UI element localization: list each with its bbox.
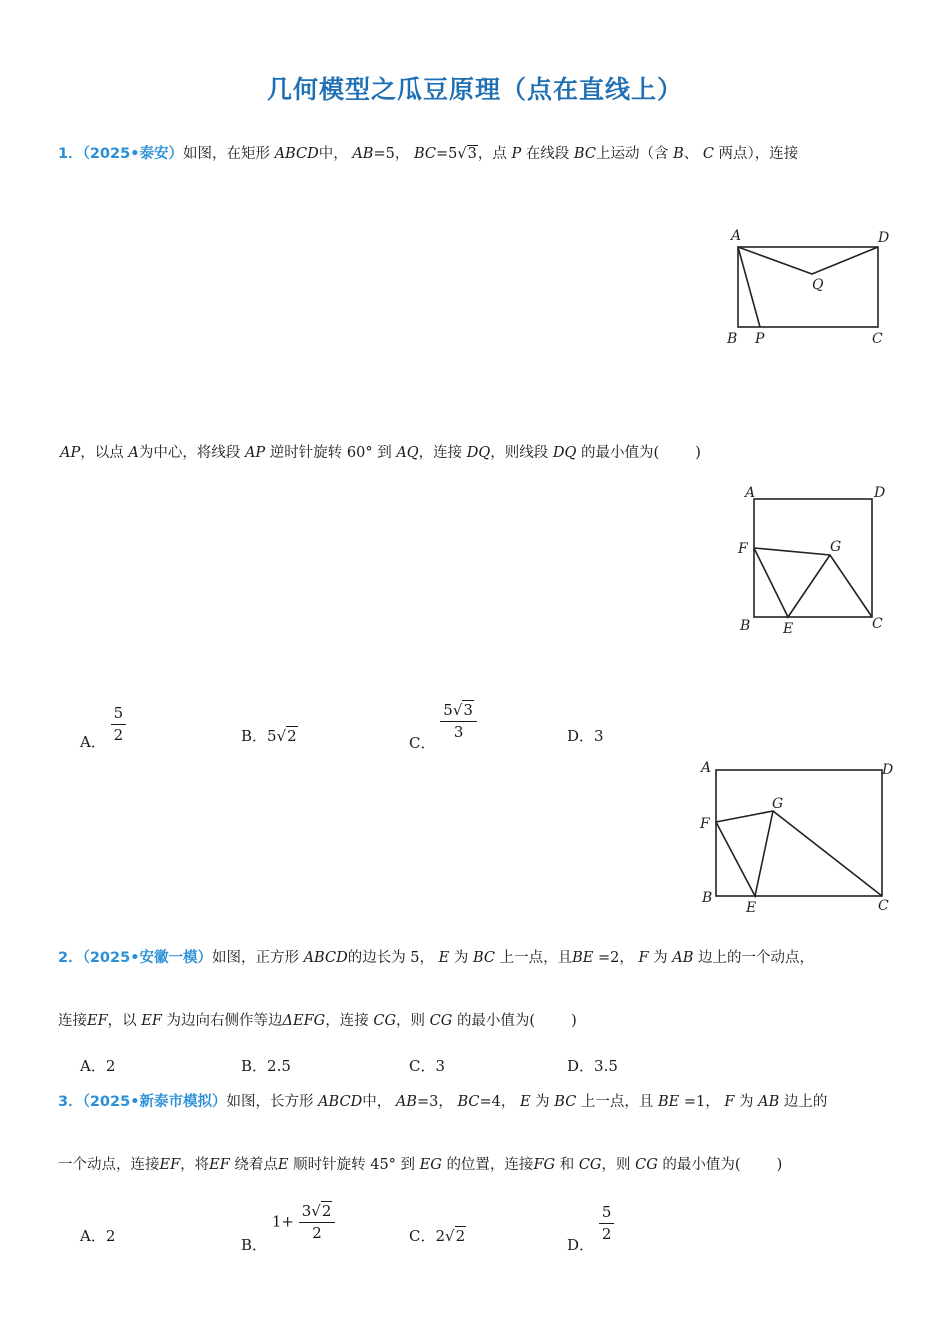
text: 上一点，且 (580, 1094, 654, 1110)
text: 上运动（含 (595, 146, 669, 162)
label-a: A (731, 228, 742, 244)
question-source: （2025•安徽一模） (82, 950, 212, 966)
math: ΔEFG (282, 1013, 326, 1029)
math: EG (419, 1157, 442, 1173)
q3-option-d[interactable] (567, 1203, 614, 1254)
text: 边上的 (783, 1094, 828, 1110)
label-e: E (746, 900, 757, 916)
text: 为边向右侧作等边 (166, 1013, 283, 1029)
text: 和 (559, 1157, 575, 1173)
fraction: $\frac{5}{2}$ (599, 1204, 615, 1243)
option-label: B． (241, 1235, 268, 1254)
math: AB (395, 1094, 417, 1110)
math: P (511, 146, 522, 162)
label-d: D (878, 230, 890, 246)
sqrt: √3 (457, 146, 477, 162)
q3-option-c[interactable] (409, 1226, 466, 1246)
text: 一个动点，连接 (58, 1157, 160, 1173)
text: ，以 (107, 1013, 137, 1029)
sqrt: √2 (276, 727, 297, 745)
math: BC (457, 1094, 480, 1110)
text: 的最小值为( (456, 1013, 536, 1029)
math: ABCD (274, 146, 319, 162)
text: 为 (453, 950, 469, 966)
math: BC (472, 950, 495, 966)
q2-option-c[interactable]: C．3 (409, 1057, 446, 1075)
label-f: F (738, 541, 748, 557)
math: CG (373, 1013, 397, 1029)
label-a: A (745, 485, 756, 501)
math: CG (578, 1157, 602, 1173)
question-source: （2025•泰安） (82, 146, 183, 162)
text: =3， (416, 1094, 453, 1110)
question-number: 1． (58, 146, 83, 162)
text: ，连接 (325, 1013, 369, 1029)
text: ，连接 (418, 445, 463, 461)
text: 的位置，连接 (446, 1157, 534, 1173)
label-b: B (727, 331, 738, 347)
math: B (673, 146, 684, 162)
text: ，则 (601, 1157, 631, 1173)
math: E (438, 950, 450, 966)
text: 到 (400, 1157, 416, 1173)
figure-1 (722, 222, 902, 352)
math: F (724, 1094, 735, 1110)
text: 两点），连接 (718, 146, 799, 162)
math: BE (572, 950, 594, 966)
math: CG (635, 1157, 658, 1173)
fraction: $\frac{3√2}{2}$ (299, 1203, 336, 1242)
math: BC (573, 146, 596, 162)
text: ，将 (180, 1157, 210, 1173)
math: 1+ (271, 1212, 294, 1231)
math: DQ (552, 445, 577, 461)
text: ) (571, 1013, 577, 1029)
question-1-line-1 (58, 144, 798, 164)
text: ) (776, 1157, 783, 1173)
math: ABCD (318, 1094, 363, 1110)
q3-option-b[interactable] (241, 1202, 335, 1254)
label-b: B (702, 890, 713, 906)
question-number: 2． (58, 950, 83, 966)
label-e: E (783, 621, 794, 637)
math: 3 (594, 727, 604, 745)
figure-3 (696, 758, 896, 918)
text: 、 (683, 146, 699, 162)
q1-option-a[interactable] (80, 704, 126, 751)
math: 60° (346, 445, 373, 461)
q1-option-c[interactable] (409, 701, 477, 752)
text: =5 (435, 146, 458, 162)
text: 如图，在矩形 (182, 146, 270, 162)
text: 中， (318, 146, 348, 162)
math: BC (413, 146, 436, 162)
math: 2 (435, 1227, 446, 1245)
math: CG (429, 1013, 453, 1029)
label-g: G (830, 539, 842, 555)
math: ABCD (303, 950, 348, 966)
sqrt: √2 (445, 1227, 466, 1245)
text: =4， (479, 1094, 516, 1110)
math: DQ (466, 445, 491, 461)
label-p: P (755, 331, 765, 347)
question-source: （2025•新泰市模拟） (82, 1094, 227, 1110)
text: 如图，正方形 (211, 950, 299, 966)
text: 为中心，将线段 (138, 445, 241, 461)
option-label: C． (409, 1227, 436, 1245)
label-d: D (874, 485, 886, 501)
text: 为 (739, 1094, 754, 1110)
q1-option-b[interactable] (241, 726, 298, 746)
text: =1， (683, 1094, 720, 1110)
math: AB (758, 1094, 780, 1110)
text: ，则线段 (490, 445, 549, 461)
text: 为 (535, 1094, 550, 1110)
text: ，则 (396, 1013, 426, 1029)
text: ，以点 (80, 445, 124, 461)
q2-option-a[interactable]: A．2 (80, 1057, 116, 1075)
math: E (277, 1157, 289, 1173)
math: FG (533, 1157, 556, 1173)
math: AB (672, 950, 694, 966)
math: EF (159, 1157, 181, 1173)
q1-option-d[interactable] (567, 726, 604, 746)
math: F (638, 950, 649, 966)
text: =5， (373, 146, 410, 162)
math: C (702, 146, 714, 162)
text: 中， (362, 1094, 392, 1110)
label-c: C (872, 331, 883, 347)
text: 在线段 (525, 146, 570, 162)
text: 到 (377, 445, 392, 461)
option-label: D． (567, 727, 595, 745)
text: 边上的一个动点， (697, 950, 814, 966)
label-g: G (772, 796, 784, 812)
question-1-line-2 (60, 443, 701, 463)
math: EF (141, 1013, 162, 1029)
label-f: F (700, 816, 710, 832)
math: E (519, 1094, 531, 1110)
question-3-line-1 (58, 1092, 827, 1112)
label-b: B (740, 618, 751, 634)
text: 顺时针旋转 (293, 1157, 366, 1173)
text: ) (695, 445, 701, 461)
math: 45° (370, 1157, 396, 1173)
question-2-line-2 (58, 1011, 577, 1031)
text: 如图，长方形 (226, 1094, 314, 1110)
question-2-line-1 (58, 948, 814, 968)
text: 的最小值为( (581, 445, 660, 461)
label-d: D (882, 762, 894, 778)
text: 逆时针旋转 (269, 445, 343, 461)
text: =2， (597, 950, 634, 966)
text: 连接 (58, 1013, 87, 1029)
option-label: A． (80, 732, 106, 751)
label-q: Q (812, 277, 824, 293)
math: EF (209, 1157, 230, 1173)
text: 上一点，且 (499, 950, 573, 966)
option-label: C． (409, 733, 436, 752)
text: 的最小值为( (662, 1157, 741, 1173)
math: AB (352, 146, 374, 162)
math: AP (60, 445, 81, 461)
math: AP (244, 445, 266, 461)
q3-option-a[interactable]: A．2 (80, 1227, 116, 1245)
label-a: A (701, 760, 712, 776)
math: A (128, 445, 139, 461)
text: 绕着点 (234, 1157, 278, 1173)
text: ，点 (477, 146, 507, 162)
math: BE (658, 1094, 680, 1110)
math: EF (87, 1013, 108, 1029)
text: 为 (653, 950, 668, 966)
page-title: 几何模型之瓜豆原理（点在直线上） (266, 75, 683, 104)
question-3-line-2 (58, 1155, 782, 1175)
fraction: $\frac{5√3}{3}$ (440, 702, 477, 741)
math: 5 (267, 727, 277, 745)
option-label: D． (567, 1235, 595, 1254)
math: BC (554, 1094, 577, 1110)
label-c: C (872, 616, 883, 632)
math: AQ (396, 445, 419, 461)
figure-2 (732, 482, 902, 637)
label-c: C (878, 898, 889, 914)
q2-option-d[interactable]: D．3.5 (567, 1057, 618, 1075)
option-label: B． (241, 727, 268, 745)
question-number: 3． (58, 1094, 83, 1110)
text: 的边长为 5， (347, 950, 435, 966)
q2-option-b[interactable]: B．2.5 (241, 1057, 291, 1075)
fraction: $\frac{5}{2}$ (111, 705, 127, 744)
